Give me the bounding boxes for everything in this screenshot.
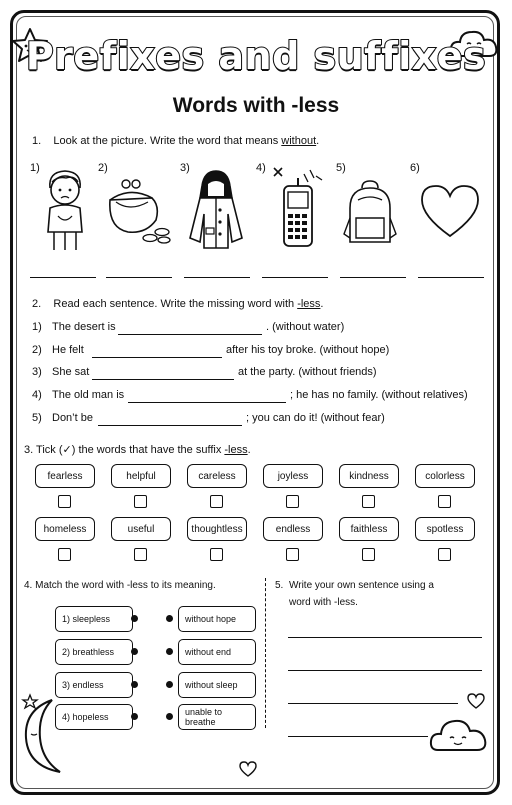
cloud-face-icon-bottom bbox=[428, 712, 490, 756]
raincoat-icon bbox=[184, 168, 248, 252]
q2-item-5-after: ; you can do it! (without fear) bbox=[246, 412, 385, 424]
q2-item-1-after: . (without water) bbox=[266, 321, 345, 333]
checkbox-careless[interactable] bbox=[210, 495, 223, 508]
word-box-careless: careless bbox=[187, 464, 247, 488]
match-right-3: without sleep bbox=[178, 672, 256, 698]
q5-writing-line-3[interactable] bbox=[288, 702, 458, 704]
q2-item-4-before: The old man is bbox=[52, 389, 125, 401]
q5-line-1: Write your own sentence using a bbox=[289, 580, 434, 591]
checkbox-useful[interactable] bbox=[134, 548, 147, 561]
q2-end: . bbox=[320, 298, 324, 310]
small-heart-icon bbox=[238, 760, 258, 778]
q2-item-1-blank[interactable] bbox=[118, 333, 262, 335]
match-dot-left-1[interactable] bbox=[131, 615, 138, 622]
match-left-1: 1) sleepless bbox=[55, 606, 133, 632]
worksheet-title: Prefixes and suffixes bbox=[25, 34, 487, 78]
match-dot-left-2[interactable] bbox=[131, 648, 138, 655]
match-right-2: without end bbox=[178, 639, 256, 665]
q1-answer-line-3[interactable] bbox=[184, 276, 250, 278]
checkbox-kindness[interactable] bbox=[362, 495, 375, 508]
checkbox-joyless[interactable] bbox=[286, 495, 299, 508]
match-dot-right-3[interactable] bbox=[166, 681, 173, 688]
word-box-thoughtless: thoughtless bbox=[187, 517, 247, 541]
q2-keyword: -less bbox=[297, 298, 321, 310]
worksheet-subtitle: Words with -less bbox=[172, 94, 340, 117]
q2-item-1-before: The desert is bbox=[52, 321, 116, 333]
q1-instruction bbox=[32, 135, 319, 147]
checkbox-thoughtless[interactable] bbox=[210, 548, 223, 561]
checkbox-colorless[interactable] bbox=[438, 495, 451, 508]
match-dot-left-4[interactable] bbox=[131, 713, 138, 720]
q3-keyword: -less bbox=[224, 444, 248, 456]
q2-item-3-blank[interactable] bbox=[92, 378, 234, 380]
match-dot-right-1[interactable] bbox=[166, 615, 173, 622]
q1-answer-line-1[interactable] bbox=[30, 276, 96, 278]
checkbox-spotless[interactable] bbox=[438, 548, 451, 561]
checkbox-fearless[interactable] bbox=[58, 495, 71, 508]
match-left-3: 3) endless bbox=[55, 672, 133, 698]
q1-answer-line-2[interactable] bbox=[106, 276, 172, 278]
q2-instruction bbox=[32, 298, 323, 310]
q5-writing-line-2[interactable] bbox=[288, 669, 482, 671]
checkbox-endless[interactable] bbox=[286, 548, 299, 561]
q1-label-6: 6) bbox=[410, 162, 420, 174]
q3-instruction bbox=[24, 443, 251, 456]
q1-answer-line-5[interactable] bbox=[340, 276, 406, 278]
word-box-fearless: fearless bbox=[35, 464, 95, 488]
checkbox-faithless[interactable] bbox=[362, 548, 375, 561]
checkbox-homeless[interactable] bbox=[58, 548, 71, 561]
q5-line-2: word with -less. bbox=[289, 597, 358, 608]
broken-phone-icon bbox=[270, 164, 326, 250]
q1-number: 1. bbox=[32, 135, 42, 147]
q2-item-4-after: ; he has no family. (without relatives) bbox=[290, 389, 468, 401]
word-box-faithless: faithless bbox=[339, 517, 399, 541]
q4-instruction: 4. Match the word with -less to its meaning. bbox=[24, 580, 216, 591]
empty-purse-icon bbox=[104, 176, 174, 246]
q5-number: 5. bbox=[275, 580, 284, 591]
small-heart-icon-right bbox=[466, 692, 486, 710]
word-box-colorless: colorless bbox=[415, 464, 475, 488]
word-box-useful: useful bbox=[111, 517, 171, 541]
match-right-1: without hope bbox=[178, 606, 256, 632]
q2-item-4-blank[interactable] bbox=[128, 401, 286, 403]
word-box-joyless: joyless bbox=[263, 464, 323, 488]
q2-item-5-blank[interactable] bbox=[98, 424, 242, 426]
q2-item-3-before: She sat bbox=[52, 366, 90, 378]
q1-end: . bbox=[316, 135, 320, 147]
word-box-helpful: helpful bbox=[111, 464, 171, 488]
match-dot-right-4[interactable] bbox=[166, 713, 173, 720]
q1-label-4: 4) bbox=[256, 162, 266, 174]
q3-text: 3. Tick (✓) the words that have the suffix bbox=[24, 444, 222, 456]
q2-item-2-number: 2) bbox=[32, 344, 42, 356]
match-left-4: 4) hopeless bbox=[55, 704, 133, 730]
q2-item-5-before: Don’t be bbox=[52, 412, 93, 424]
backpack-icon bbox=[340, 178, 400, 248]
q1-answer-line-6[interactable] bbox=[418, 276, 484, 278]
match-dot-right-2[interactable] bbox=[166, 648, 173, 655]
q1-text: Look at the picture. Write the word that means bbox=[53, 135, 279, 147]
q1-label-5: 5) bbox=[336, 162, 346, 174]
q3-end: . bbox=[247, 444, 251, 456]
sad-boy-icon bbox=[36, 166, 94, 254]
heart-icon bbox=[418, 182, 482, 240]
q2-number: 2. bbox=[32, 298, 42, 310]
match-dot-left-3[interactable] bbox=[131, 681, 138, 688]
q2-item-1-number: 1) bbox=[32, 321, 42, 333]
match-left-2: 2) breathless bbox=[55, 639, 133, 665]
q2-item-2-before: He felt bbox=[52, 344, 84, 356]
q5-writing-line-4[interactable] bbox=[288, 735, 428, 737]
q2-item-3-after: at the party. (without friends) bbox=[238, 366, 377, 378]
q2-item-2-after: after his toy broke. (without hope) bbox=[226, 344, 390, 356]
q1-keyword: without bbox=[281, 135, 317, 147]
match-right-4: unable to breathe bbox=[178, 704, 256, 730]
section-divider bbox=[265, 578, 266, 728]
q2-text: Read each sentence. Write the missing word with bbox=[53, 298, 295, 310]
word-box-kindness: kindness bbox=[339, 464, 399, 488]
checkbox-helpful[interactable] bbox=[134, 495, 147, 508]
q1-answer-line-4[interactable] bbox=[262, 276, 328, 278]
q1-label-1: 1) bbox=[30, 162, 40, 174]
q2-item-2-blank[interactable] bbox=[92, 356, 222, 358]
q1-label-2: 2) bbox=[98, 162, 108, 174]
word-box-endless: endless bbox=[263, 517, 323, 541]
q2-item-5-number: 5) bbox=[32, 412, 42, 424]
q2-item-3-number: 3) bbox=[32, 366, 42, 378]
word-box-homeless: homeless bbox=[35, 517, 95, 541]
q5-writing-line-1[interactable] bbox=[288, 636, 482, 638]
q2-item-4-number: 4) bbox=[32, 389, 42, 401]
word-box-spotless: spotless bbox=[415, 517, 475, 541]
q1-label-3: 3) bbox=[180, 162, 190, 174]
